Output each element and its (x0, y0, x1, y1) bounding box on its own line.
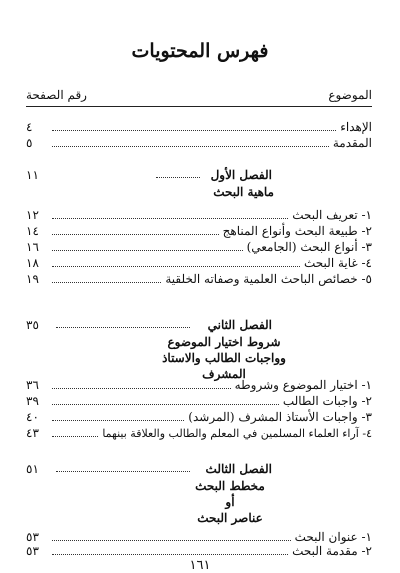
chapter-heading: الفصل الأول (210, 168, 272, 182)
toc-entry (26, 272, 372, 286)
leader-dots (52, 121, 336, 131)
leader-dots (52, 273, 161, 283)
entry-label: ٢- واجبات الطالب (282, 394, 372, 408)
entry-page: ١٦ (26, 240, 39, 254)
chapter-page: ٣٥ (26, 318, 39, 332)
entry-page: ٥٣ (26, 530, 39, 544)
chapter-subtitle-line: مخطط البحث (195, 479, 265, 493)
toc-entry (26, 240, 372, 254)
leader-dots (52, 225, 219, 235)
entry-page: ٣٦ (26, 378, 39, 392)
chapter-heading: الفصل الثاني (207, 318, 272, 332)
chapter-subtitle-line: شروط اختيار الموضوع (167, 335, 281, 349)
entry-label: ٣- واجبات الأستاذ المشرف (المرشد) (188, 410, 372, 424)
leader-dots (52, 209, 288, 219)
toc-entry (26, 136, 372, 150)
entry-page: ٣٩ (26, 394, 39, 408)
chapter-subtitle-line: وواجبات الطالب والاستاذ المشرف (162, 351, 286, 381)
chapter-subtitle: ماهية البحث (213, 185, 274, 199)
entry-page: ٥٣ (26, 544, 39, 558)
page-number: ١٦١ (189, 558, 211, 573)
toc-entry (26, 208, 372, 222)
chapter-subtitle-line: أو (225, 495, 235, 509)
chapter-page: ١١ (26, 168, 39, 182)
leader-dots (52, 137, 329, 147)
page-title: فهرس المحتويات (131, 40, 269, 62)
chapter-3-heading-row (26, 462, 372, 478)
leader-dots (52, 379, 231, 389)
chapter-1-heading-row (26, 168, 372, 184)
entry-page: ٥ (26, 136, 33, 150)
page-column-header: رقم الصفحة (26, 88, 87, 102)
entry-page: ١٩ (26, 272, 39, 286)
entry-label: المقدمة (332, 136, 372, 150)
chapter-subtitle (170, 478, 290, 526)
entry-label: الإهداء (340, 120, 372, 134)
entry-label: ١- اختيار الموضوع وشروطه (234, 378, 372, 392)
entry-label: ٤- غاية البحث (304, 256, 372, 270)
topic-column-header: الموضوع (328, 88, 372, 102)
toc-entry (26, 410, 372, 424)
leader-dots (52, 411, 184, 421)
toc-entry (26, 378, 372, 392)
entry-label: ٥- خصائص الباحث العلمية وصفاته الخلقية (165, 272, 372, 286)
chapter-subtitle-line: عناصر البحث (197, 511, 263, 525)
entry-label: ١- تعريف البحث (292, 208, 372, 222)
column-headers (26, 88, 372, 102)
chapter-2-heading-row (26, 318, 372, 334)
toc-entry (26, 256, 372, 270)
chapter-heading: الفصل الثالث (205, 462, 272, 476)
entry-label: ٢- مقدمة البحث (292, 544, 372, 558)
leader-dots (52, 531, 291, 541)
toc-entry (26, 530, 372, 544)
entry-page: ٤٣ (26, 426, 39, 440)
toc-entry (26, 224, 372, 238)
entry-page: ٤ (26, 120, 33, 134)
entry-page: ١٢ (26, 208, 39, 222)
entry-label: ٤- آراء العلماء المسلمين في المعلم والطالب والعلاقة بينهما (102, 427, 372, 440)
leader-dots (52, 545, 288, 555)
entry-label: ٣- أنواع البحث (الجامعي) (246, 240, 372, 254)
toc-entry (26, 544, 372, 558)
toc-entry (26, 120, 372, 134)
leader-dots (52, 241, 243, 251)
leader-dots (56, 327, 190, 328)
chapter-subtitle (144, 334, 304, 382)
entry-label: ١- عنوان البحث (294, 530, 372, 544)
entry-page: ١٨ (26, 256, 39, 270)
leader-dots (52, 395, 279, 405)
entry-page: ١٤ (26, 224, 39, 238)
entry-page: ٤٠ (26, 410, 39, 424)
leader-dots (156, 177, 200, 178)
toc-entry (26, 394, 372, 408)
leader-dots (52, 257, 300, 267)
entry-label: ٢- طبيعة البحث وأنواع المناهج (222, 224, 372, 238)
leader-dots (56, 471, 190, 472)
toc-entry (26, 426, 372, 441)
leader-dots (52, 427, 98, 437)
chapter-page: ٥١ (26, 462, 39, 476)
header-divider (26, 106, 372, 107)
